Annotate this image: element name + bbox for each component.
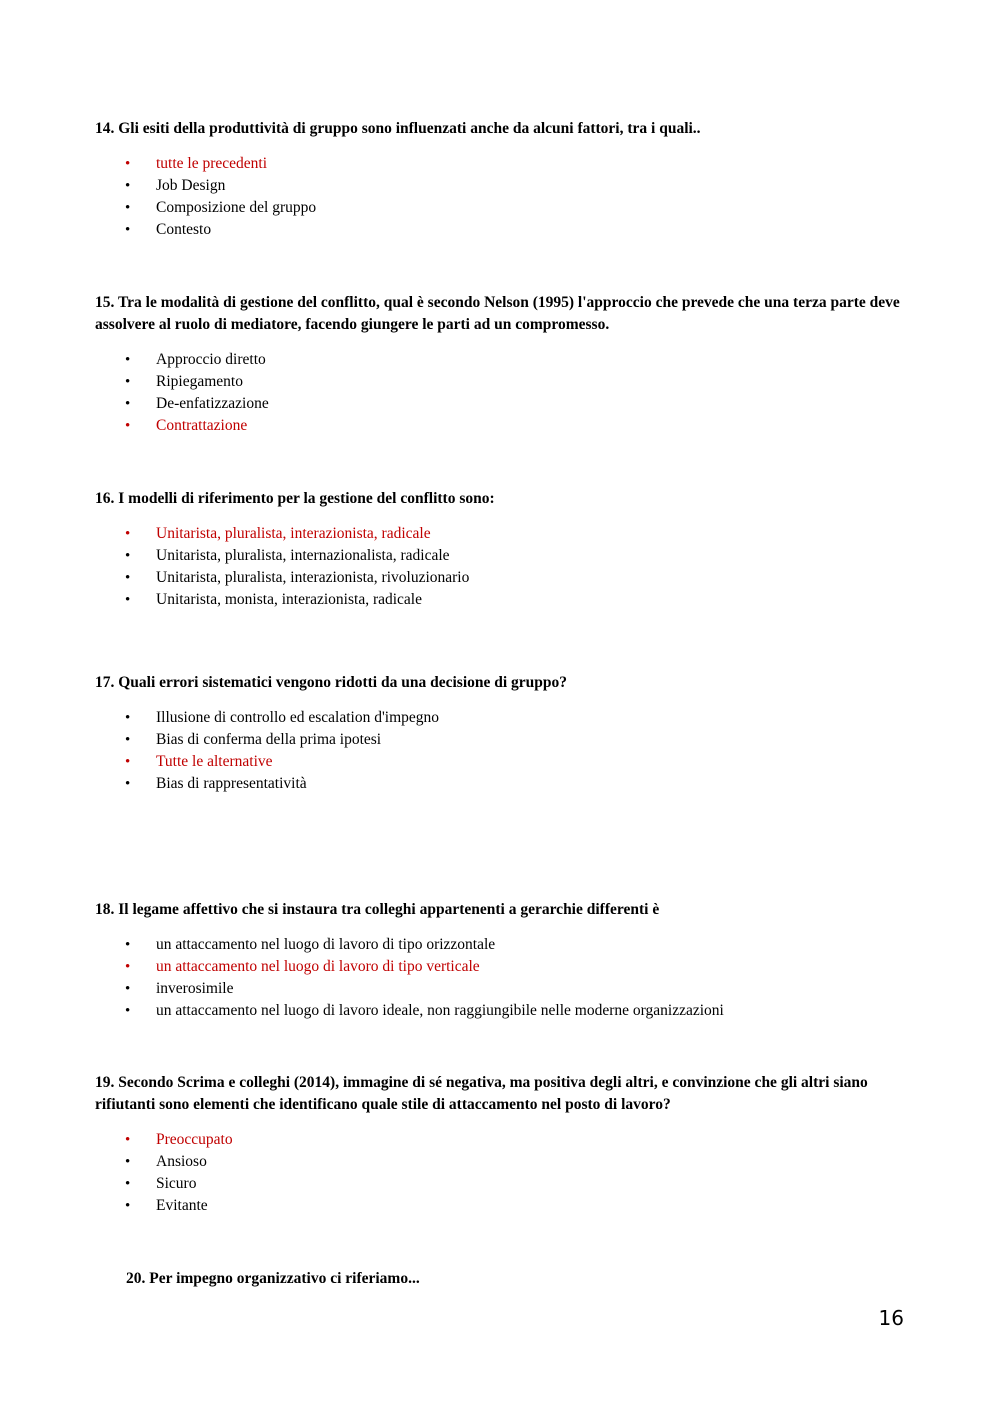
answer-item [95,1129,905,1151]
answer-item [95,1000,905,1022]
answer-text: De-enfatizzazione [156,395,269,412]
answer-list [95,153,905,241]
bullet-icon: • [125,352,131,368]
answer-text: Unitarista, pluralista, interazionista, radicale [156,525,431,542]
bullet-icon: • [125,592,131,608]
answer-list [95,707,905,795]
bullet-icon: • [125,937,131,953]
bullet-icon: • [125,776,131,792]
answer-text: tutte le precedenti [156,155,268,172]
answer-item [95,545,905,567]
answer-item [95,415,905,437]
answer-text: Unitarista, monista, interazionista, radicale [156,591,422,608]
question-19 [95,1072,905,1217]
answer-item [95,523,905,545]
bullet-icon: • [125,200,131,216]
answer-text: Illusione di controllo ed escalation d'impegno [156,709,440,726]
answer-text: un attaccamento nel luogo di lavoro di tipo orizzontale [156,936,496,953]
answer-text: Preoccupato [156,1131,233,1148]
bullet-icon: • [125,1003,131,1019]
answer-text: Evitante [156,1197,208,1214]
answer-item [95,219,905,241]
bullet-icon: • [125,1198,131,1214]
question-title: 14. Gli esiti della produttività di gruppo sono influenzati anche da alcuni fattori, tra i quali.. [95,120,701,137]
bullet-icon: • [125,548,131,564]
answer-item [95,1195,905,1217]
answer-text: Composizione del gruppo [156,199,317,216]
answer-text: Bias di conferma della prima ipotesi [156,731,382,748]
answer-item [95,707,905,729]
question-16 [95,488,905,611]
answer-item [95,1173,905,1195]
answer-item [95,371,905,393]
answer-text: un attaccamento nel luogo di lavoro ideale, non raggiungibile nelle moderne organizzazioni [156,1002,724,1019]
question-title: 19. Secondo Scrima e colleghi (2014), immagine di sé negativa, ma positiva degli altri, e convinzione che gli altri siano rifiutanti sono elementi che identificano quale stile di attaccamento nel posto di lavoro? [95,1074,868,1113]
answer-text: Contesto [156,221,212,238]
question-title: 18. Il legame affettivo che si instaura tra colleghi appartenenti a gerarchie differenti è [95,901,660,918]
answer-item [95,729,905,751]
answer-item [95,393,905,415]
answer-item [95,349,905,371]
bullet-icon: • [125,1176,131,1192]
bullet-icon: • [125,959,131,975]
question-18 [95,899,905,1022]
answer-text: un attaccamento nel luogo di lavoro di tipo verticale [156,958,480,975]
bullet-icon: • [125,754,131,770]
answer-item [95,1151,905,1173]
answer-text: Job Design [156,177,226,194]
question-14 [95,118,905,241]
question-title: 17. Quali errori sistematici vengono ridotti da una decisione di gruppo? [95,674,568,691]
answer-list [95,1129,905,1217]
answer-text: Contrattazione [156,417,248,434]
question-17 [95,672,905,795]
answer-list [95,934,905,1022]
bullet-icon: • [125,1132,131,1148]
answer-text: Unitarista, pluralista, interazionista, rivoluzionario [156,569,470,586]
answer-text: Unitarista, pluralista, internazionalista, radicale [156,547,450,564]
question-title: 15. Tra le modalità di gestione del conflitto, qual è secondo Nelson (1995) l'approccio che prevede che una terza parte deve assolvere al ruolo di mediatore, facendo giungere le parti ad un compromesso. [95,294,900,333]
answer-text: Approccio diretto [156,351,266,368]
bullet-icon: • [125,222,131,238]
answer-item [95,751,905,773]
bullet-icon: • [125,570,131,586]
bullet-icon: • [125,178,131,194]
bullet-icon: • [125,732,131,748]
bullet-icon: • [125,156,131,172]
answer-item [95,567,905,589]
answer-item [95,197,905,219]
answer-item [95,956,905,978]
answer-item [95,978,905,1000]
bullet-icon: • [125,1154,131,1170]
question-title: 16. I modelli di riferimento per la gestione del conflitto sono: [95,490,495,507]
answer-item [95,934,905,956]
answer-list [95,523,905,611]
question-15 [95,292,905,437]
bullet-icon: • [125,710,131,726]
answer-list [95,349,905,437]
answer-item [95,773,905,795]
answer-text: Tutte le alternative [156,753,273,770]
answer-text: Ansioso [156,1153,207,1170]
bullet-icon: • [125,981,131,997]
answer-text: Ripiegamento [156,373,243,390]
page-number: 16 [878,1306,904,1330]
bullet-icon: • [125,526,131,542]
answer-item [95,175,905,197]
bullet-icon: • [125,374,131,390]
answer-text: Sicuro [156,1175,197,1192]
question-title: 20. Per impegno organizzativo ci riferiamo... [126,1270,420,1287]
question-20 [126,1268,905,1290]
answer-text: Bias di rappresentatività [156,775,307,792]
answer-item [95,589,905,611]
answer-text: inverosimile [156,980,234,997]
bullet-icon: • [125,396,131,412]
answer-item [95,153,905,175]
bullet-icon: • [125,418,131,434]
